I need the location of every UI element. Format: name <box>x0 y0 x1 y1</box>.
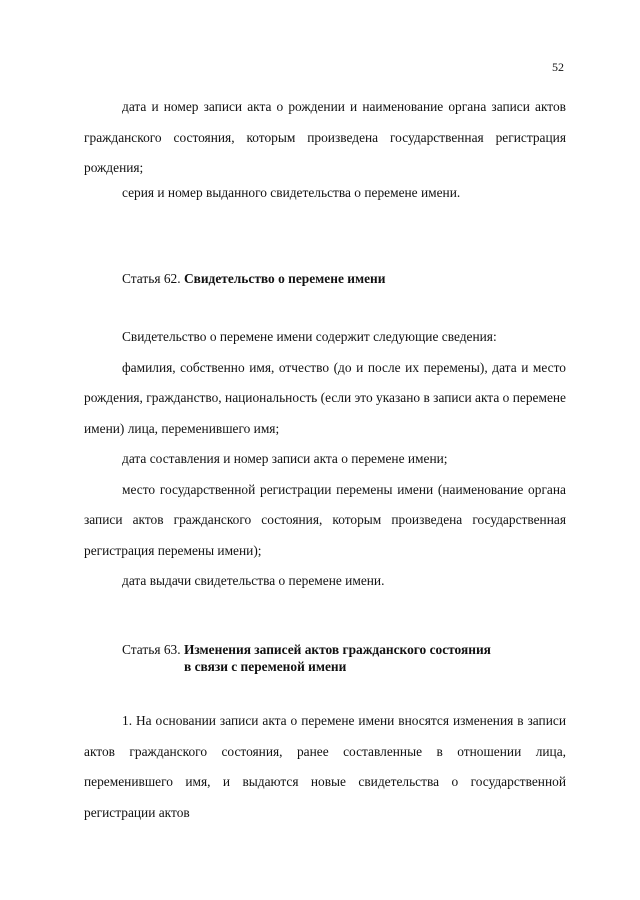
article-63-title-line-1: Изменения записей актов гражданского состояния <box>183 642 491 657</box>
article-62-paragraph-3: дата составления и номер записи акта о перемене имени; <box>122 451 448 466</box>
article-62-prefix: Статья 62. <box>122 271 181 286</box>
intro-paragraph-1: дата и номер записи акта о рождении и наименование органа записи актов гражданского состояния, которым произведена государственная регистрация рождения; <box>84 99 566 175</box>
article-62-body <box>84 322 566 597</box>
article-63-heading <box>122 641 491 675</box>
article-62-paragraph-4: место государственной регистрации перемены имени (наименование органа записи актов гражданского состояния, которым произведена государственная регистрация перемены имени); <box>84 481 566 558</box>
article-63-paragraph-1: 1. На основании записи акта о перемене имени вносятся изменения в записи актов гражданского состояния, ранее составленные в отношении лица, переменившего имя, и выдаются новые свидетельства о государственной регистрации актов <box>84 713 566 820</box>
article-63-body <box>84 706 566 828</box>
article-62-paragraph-5: дата выдачи свидетельства о перемене имени. <box>122 573 385 588</box>
article-62-heading <box>122 270 385 287</box>
page-number: 52 <box>552 60 564 74</box>
article-63-prefix: Статья 63. <box>122 642 181 657</box>
article-62-paragraph-2: фамилия, собственно имя, отчество (до и после их перемены), дата и место рождения, гражданство, национальность (если это указано в записи акта о перемене имени) лица, переменившего имя; <box>84 359 566 436</box>
article-63-title-line-2: в связи с переменой имени <box>184 659 347 674</box>
article-62-paragraph-1: Свидетельство о перемене имени содержит следующие сведения: <box>122 329 497 344</box>
intro-paragraph-2: серия и номер выданного свидетельства о перемене имени. <box>122 185 461 200</box>
article-62-title: Свидетельство о перемене имени <box>183 271 386 286</box>
